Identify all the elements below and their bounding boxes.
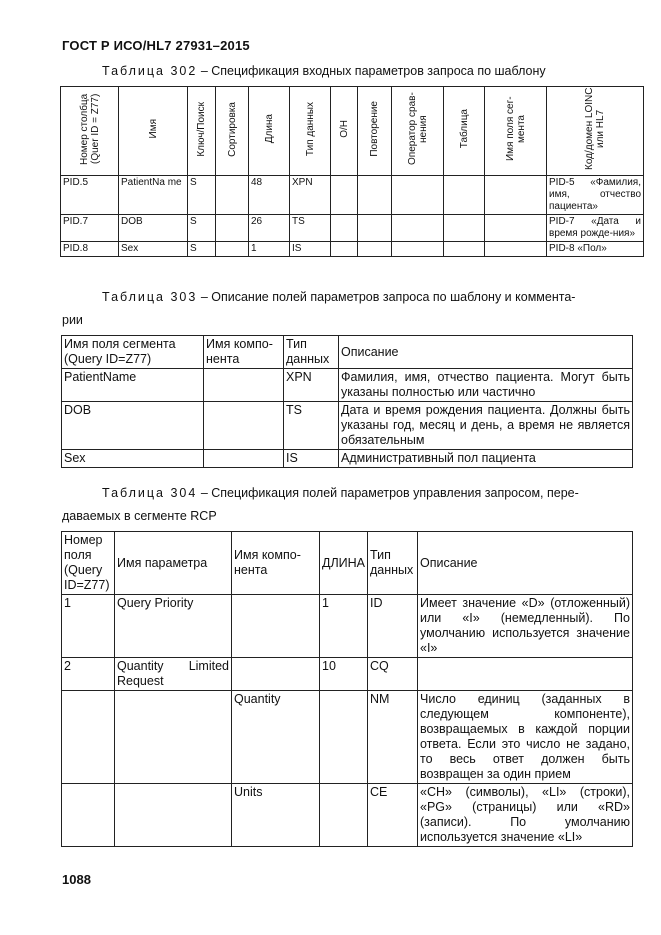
table-304: [61, 531, 633, 847]
table-303-caption: [102, 287, 575, 307]
table-cell: 26: [249, 215, 290, 242]
header-cell: Номер поля (Query ID=Z77): [62, 532, 115, 595]
table-cell: [62, 691, 115, 784]
header-cell: Тип данных: [290, 87, 331, 176]
table-cell: [485, 242, 547, 257]
table-cell: Units: [232, 784, 320, 847]
table-cell: «CH» (символы), «LI» (строки), «PG» (страницы) или «RD» (записи). По умолчанию используется значение «LI»: [418, 784, 633, 847]
table-row: [62, 784, 633, 847]
document-header: ГОСТ Р ИСО/HL7 27931–2015: [62, 38, 250, 53]
header-cell: Ключ/Поиск: [188, 87, 216, 176]
table-row: [62, 450, 633, 468]
table-cell: 48: [249, 176, 290, 215]
table-cell: Quantity Limited Request: [115, 658, 232, 691]
table-302-caption-text: – Спецификация входных параметров запроса по шаблону: [197, 64, 546, 78]
table-row: [61, 242, 644, 257]
table-cell: PID.7: [61, 215, 119, 242]
table-304-caption-continued: даваемых в сегменте RCP: [62, 509, 217, 523]
table-row: [62, 691, 633, 784]
table-cell: Quantity: [232, 691, 320, 784]
table-cell: [418, 658, 633, 691]
table-304-caption-label: Таблица 304: [102, 486, 198, 500]
table-cell: Query Priority: [115, 595, 232, 658]
table-cell: PID-5 «Фамилия, имя, отчество пациента»: [547, 176, 644, 215]
table-cell: [62, 784, 115, 847]
table-302: [60, 86, 644, 257]
table-cell: Sex: [62, 450, 204, 468]
table-cell: [485, 215, 547, 242]
header-cell: Имя: [119, 87, 188, 176]
header-cell: Имя компо-нента: [232, 532, 320, 595]
table-cell: DOB: [62, 402, 204, 450]
header-cell: Имя поля сег-мента: [485, 87, 547, 176]
header-cell: Имя поля сегмента (Query ID=Z77): [62, 336, 204, 369]
table-cell: PID.8: [61, 242, 119, 257]
table-row: [62, 402, 633, 450]
table-cell: S: [188, 176, 216, 215]
table-cell: 2: [62, 658, 115, 691]
table-cell: [204, 369, 284, 402]
table-row: [62, 658, 633, 691]
table-cell: PID.5: [61, 176, 119, 215]
table-cell: PatientName: [62, 369, 204, 402]
header-cell: Номер столбца (Quer ID = Z77): [61, 87, 119, 176]
table-row: [61, 176, 644, 215]
table-cell: Число единиц (заданных в следующем компоненте), возвращаемых в каждой порции ответа. Если это число не задано, то весь ответ должен быть возвращен за один прием: [418, 691, 633, 784]
header-cell: Оператор срав-нения: [392, 87, 444, 176]
header-cell: Таблица: [444, 87, 485, 176]
table-302-header-row: [61, 87, 644, 176]
table-cell: [320, 784, 368, 847]
header-cell: Описание: [339, 336, 633, 369]
table-cell: [358, 242, 392, 257]
table-cell: PatientNa me: [119, 176, 188, 215]
table-303-caption-continued: рии: [62, 313, 83, 327]
table-cell: [204, 450, 284, 468]
table-303-caption-label: Таблица 303: [102, 290, 198, 304]
table-cell: [232, 595, 320, 658]
table-cell: [444, 215, 485, 242]
table-cell: Административный пол пациента: [339, 450, 633, 468]
header-cell: О/Н: [331, 87, 358, 176]
table-cell: [115, 691, 232, 784]
table-cell: NM: [368, 691, 418, 784]
table-cell: Имеет значение «D» (отложенный) или «I» (немедленный). По умолчанию используется значение «I»: [418, 595, 633, 658]
table-cell: [331, 215, 358, 242]
table-cell: TS: [290, 215, 331, 242]
table-cell: CQ: [368, 658, 418, 691]
table-cell: [115, 784, 232, 847]
table-cell: [444, 176, 485, 215]
header-cell: Имя параметра: [115, 532, 232, 595]
table-303: [61, 335, 633, 468]
table-cell: Дата и время рождения пациента. Должны быть указаны год, месяц и день, а время не является обязательным: [339, 402, 633, 450]
table-cell: IS: [284, 450, 339, 468]
table-cell: [444, 242, 485, 257]
header-cell: ДЛИНА: [320, 532, 368, 595]
table-cell: Sex: [119, 242, 188, 257]
header-cell: Повторение: [358, 87, 392, 176]
table-302-caption: [102, 61, 546, 81]
table-row: [61, 215, 644, 242]
table-cell: [204, 402, 284, 450]
header-cell: Сортировка: [216, 87, 249, 176]
table-cell: 1: [320, 595, 368, 658]
table-cell: PID-8 «Пол»: [547, 242, 644, 257]
table-304-header-row: [62, 532, 633, 595]
table-cell: [216, 176, 249, 215]
table-302-caption-label: Таблица 302: [102, 64, 198, 78]
table-cell: 1: [62, 595, 115, 658]
table-cell: XPN: [284, 369, 339, 402]
table-cell: S: [188, 242, 216, 257]
table-cell: XPN: [290, 176, 331, 215]
table-cell: [392, 215, 444, 242]
table-cell: [320, 691, 368, 784]
header-cell: Имя компо-нента: [204, 336, 284, 369]
table-cell: [392, 176, 444, 215]
table-cell: [358, 176, 392, 215]
table-cell: TS: [284, 402, 339, 450]
table-cell: IS: [290, 242, 331, 257]
table-cell: [232, 658, 320, 691]
table-303-caption-text: – Описание полей параметров запроса по шаблону и коммента-: [197, 290, 576, 304]
table-cell: 1: [249, 242, 290, 257]
header-cell: Код/домен LOINC или HL7: [547, 87, 644, 176]
table-cell: 10: [320, 658, 368, 691]
table-cell: [331, 242, 358, 257]
header-cell: Описание: [418, 532, 633, 595]
header-cell: Тип данных: [284, 336, 339, 369]
table-303-header-row: [62, 336, 633, 369]
table-cell: [358, 215, 392, 242]
table-cell: DOB: [119, 215, 188, 242]
page-number: 1088: [62, 872, 91, 887]
table-cell: ID: [368, 595, 418, 658]
table-row: [62, 595, 633, 658]
table-cell: [216, 242, 249, 257]
table-cell: CE: [368, 784, 418, 847]
table-cell: [331, 176, 358, 215]
header-cell: Длина: [249, 87, 290, 176]
table-304-caption-text: – Спецификация полей параметров управления запросом, пере-: [197, 486, 579, 500]
table-cell: Фамилия, имя, отчество пациента. Могут быть указаны полностью или частично: [339, 369, 633, 402]
table-cell: [392, 242, 444, 257]
table-304-caption: [102, 483, 579, 503]
table-row: [62, 369, 633, 402]
table-cell: S: [188, 215, 216, 242]
header-cell: Тип данных: [368, 532, 418, 595]
table-cell: [216, 215, 249, 242]
table-cell: [485, 176, 547, 215]
table-cell: PID-7 «Дата и время рожде-ния»: [547, 215, 644, 242]
